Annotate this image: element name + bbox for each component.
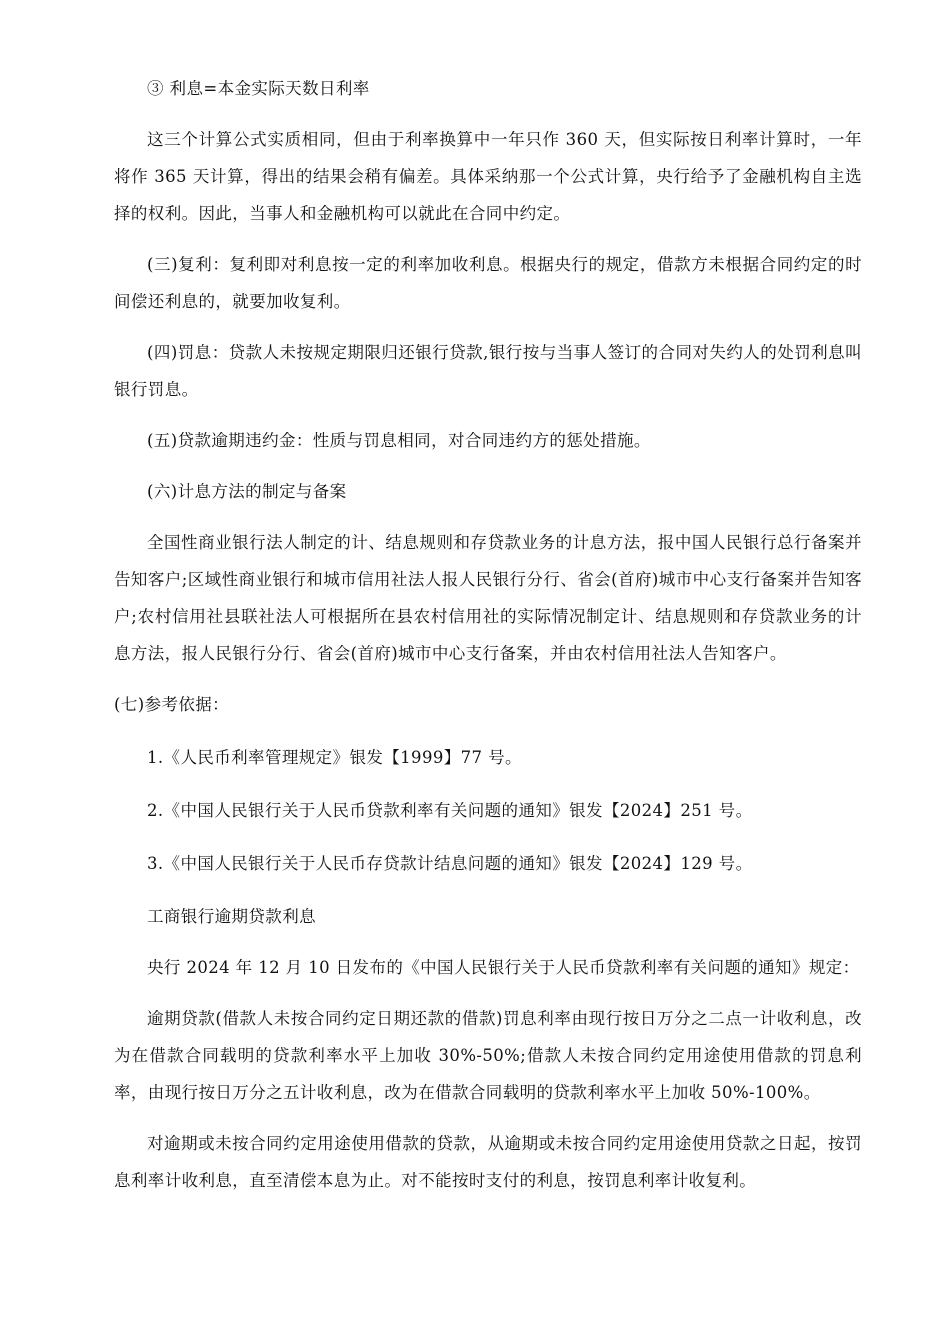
document-body: [114, 70, 862, 1199]
reference-item: 1.《人民币利率管理规定》银发【1999】77 号。: [147, 748, 522, 767]
section-heading-references: (七)参考依据：: [114, 695, 230, 714]
section-heading-icbc-overdue: 工商银行逾期贷款利息: [147, 907, 316, 926]
paragraph-central-bank-notice: 央行 2024 年 12 月 10 日发布的《中国人民银行关于人民币贷款利率有关问题的通知》规定：: [147, 958, 860, 977]
paragraph-overdue-penalty: (五)贷款逾期违约金：性质与罚息相同，对合同违约方的惩处措施。: [147, 431, 651, 450]
section-heading-calculation-method: (六)计息方法的制定与备案: [147, 482, 347, 501]
paragraph-formula-explanation: 这三个计算公式实质相同，但由于利率换算中一年只作 360 天，但实际按日利率计算时，一年将作 365 天计算，得出的结果会稍有偏差。具体采纳那一个公式计算，央行给予了金融机构自主选择的权利。因此，当事人和金融机构可以就此在合同中约定。: [114, 130, 862, 223]
paragraph-penalty-interest: (四)罚息：贷款人未按规定期限归还银行贷款,银行按与当事人签订的合同对失约人的处罚利息叫银行罚息。: [114, 343, 862, 399]
paragraph-penalty-until-repaid: 对逾期或未按合同约定用途使用借款的贷款，从逾期或未按合同约定用途使用贷款之日起，按罚息利率计收利息，直至清偿本息为止。对不能按时支付的利息，按罚息利率计收复利。: [114, 1134, 862, 1190]
reference-item: 2.《中国人民银行关于人民币贷款利率有关问题的通知》银发【2024】251 号。: [147, 801, 753, 820]
reference-item: 3.《中国人民银行关于人民币存贷款计结息问题的通知》银发【2024】129 号。: [147, 854, 753, 873]
formula-line: ③ 利息=本金实际天数日利率: [147, 79, 370, 98]
paragraph-compound-interest: (三)复利：复利即对利息按一定的利率加收利息。根据央行的规定，借款方未根据合同约定的时间偿还利息的，就要加收复利。: [114, 255, 862, 311]
paragraph-calculation-method: 全国性商业银行法人制定的计、结息规则和存贷款业务的计息方法，报中国人民银行总行备案并告知客户;区域性商业银行和城市信用社法人报人民银行分行、省会(首府)城市中心支行备案并告知客户;农村信用社县联社法人可根据所在县农村信用社的实际情况制定计、结息规则和存贷款业务的计息方法，报人民银行分行、省会(首府)城市中心支行备案，并由农村信用社法人告知客户。: [114, 533, 862, 663]
paragraph-overdue-loan-rate: 逾期贷款(借款人未按合同约定日期还款的借款)罚息利率由现行按日万分之二点一计收利息，改为在借款合同载明的贷款利率水平上加收 30%-50%;借款人未按合同约定用途使用借款的罚息利率，由现行按日万分之五计收利息，改为在借款合同载明的贷款利率水平上加收 50%-100%。: [114, 1009, 862, 1102]
